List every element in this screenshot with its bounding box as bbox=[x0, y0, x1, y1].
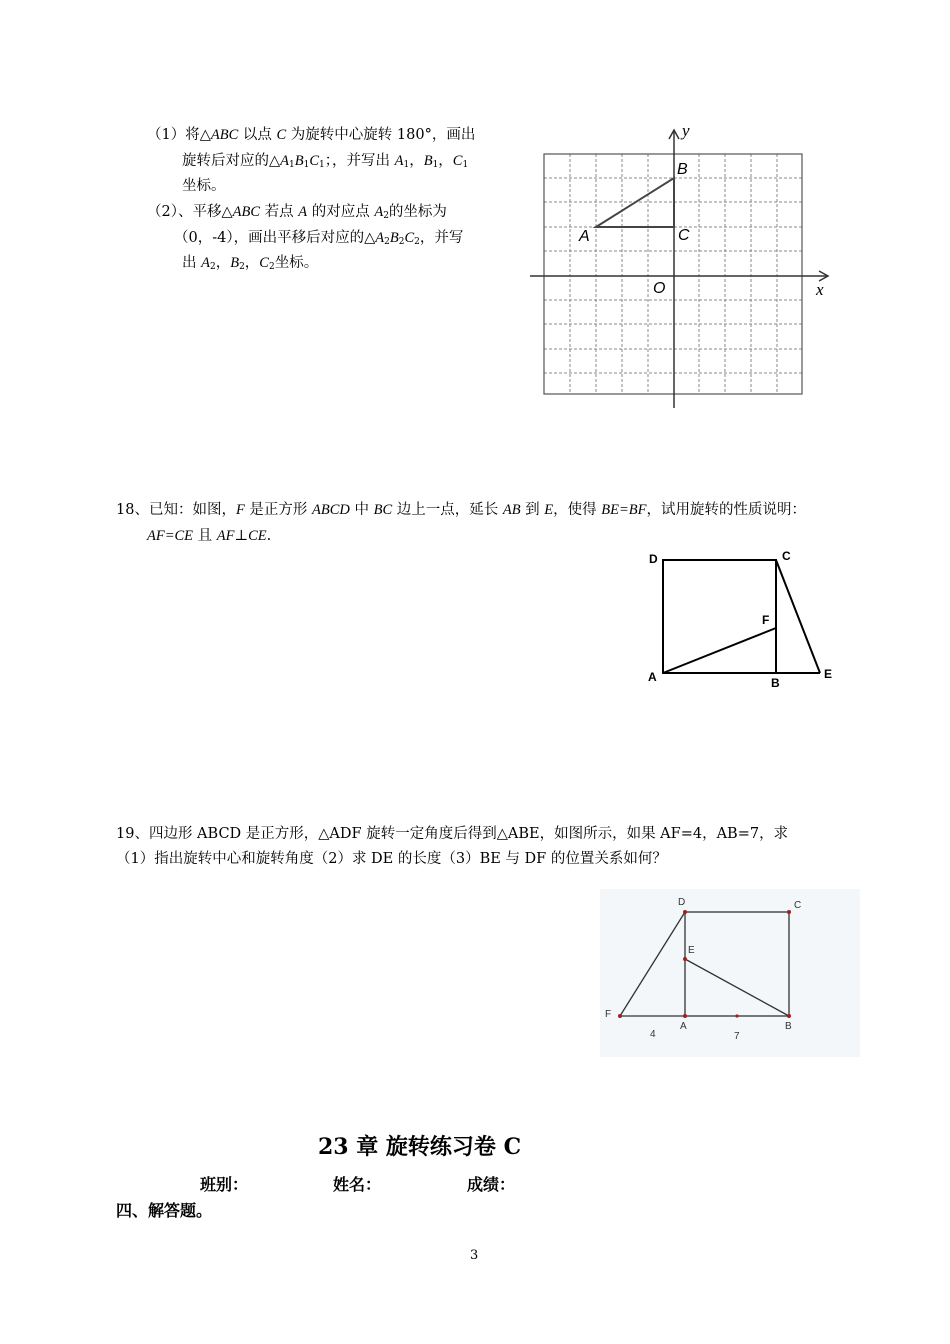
square-abcd bbox=[663, 560, 776, 673]
figure-background bbox=[600, 889, 860, 1057]
point-e bbox=[683, 957, 687, 961]
label-a: A bbox=[648, 670, 657, 684]
point-f bbox=[618, 1014, 622, 1018]
q17-coordinate-grid bbox=[526, 122, 836, 412]
page-title: 23 章 旋转练习卷 C bbox=[318, 1134, 522, 1160]
segment-af bbox=[663, 628, 776, 673]
section-heading: 四、解答题。 bbox=[116, 1201, 213, 1220]
x-axis-label: x bbox=[816, 280, 824, 299]
q18-line2: AF=CE 且 AF⊥CE. bbox=[147, 528, 272, 544]
label-d: D bbox=[649, 552, 658, 566]
q19-line1: 19、四边形 ABCD 是正方形，△ADF 旋转一定角度后得到△ABE，如图所示，如果 AF=4，AB=7，求 bbox=[116, 826, 789, 842]
page-number: 3 bbox=[470, 1248, 479, 1263]
label-e: E bbox=[688, 945, 695, 956]
y-axis-label: y bbox=[682, 122, 690, 140]
q18-square-figure bbox=[640, 544, 840, 694]
q17-part2-line1: （2）、平移△ABC 若点 A 的对应点 $A_2$的坐标为 bbox=[147, 204, 447, 221]
label-d: D bbox=[678, 897, 686, 908]
length-fa: 4 bbox=[650, 1029, 656, 1040]
q19-line2: （1）指出旋转中心和旋转角度（2）求 DE 的长度（3）BE 与 DF 的位置关系如何？ bbox=[116, 851, 667, 867]
point-c-label: C bbox=[678, 227, 690, 244]
q17-part2-line2: （0，-4），画出平移后对应的$\triangle A_2B_2C_2$，并写 bbox=[174, 230, 464, 247]
label-c: C bbox=[794, 900, 802, 911]
label-a: A bbox=[680, 1021, 687, 1032]
class-label: 班别： bbox=[200, 1175, 249, 1194]
point-a bbox=[683, 1014, 687, 1018]
point-d bbox=[683, 910, 687, 914]
segment-ce bbox=[776, 560, 820, 673]
q17-part1-line1: （1）将△ABC 以点 C 为旋转中心旋转 180°，画出 bbox=[147, 127, 476, 143]
label-b: B bbox=[785, 1021, 792, 1032]
point-a-label: A bbox=[579, 228, 590, 245]
point-b-label: B bbox=[677, 161, 688, 178]
q17-part1-line2: 旋转后对应的$\triangle A_1B_1C_1$；，并写出 $A_1$，$B_1$，$C_1$ bbox=[182, 153, 469, 170]
q17-part2-line3: 出 $A_2$，$B_2$，$C_2$坐标。 bbox=[182, 255, 319, 272]
label-e: E bbox=[824, 667, 833, 681]
label-f: F bbox=[605, 1009, 612, 1020]
label-c: C bbox=[782, 549, 791, 563]
q18-line1: 18、已知：如图，F 是正方形 ABCD 中 BC 边上一点，延长 AB 到 E，使得 BE=BF，试用旋转的性质说明： bbox=[116, 502, 806, 518]
label-b: B bbox=[771, 676, 780, 690]
point-b bbox=[787, 1014, 791, 1018]
label-f: F bbox=[762, 613, 770, 627]
q17-part1-line3: 坐标。 bbox=[182, 178, 226, 194]
midpoint-ab bbox=[735, 1014, 738, 1017]
triangle-abc bbox=[596, 178, 674, 227]
q19-figure bbox=[600, 889, 860, 1057]
length-ab: 7 bbox=[734, 1031, 740, 1042]
name-label: 姓名： bbox=[333, 1175, 382, 1194]
point-c bbox=[787, 910, 791, 914]
origin-label: O bbox=[653, 280, 666, 297]
score-label: 成绩： bbox=[467, 1175, 516, 1194]
